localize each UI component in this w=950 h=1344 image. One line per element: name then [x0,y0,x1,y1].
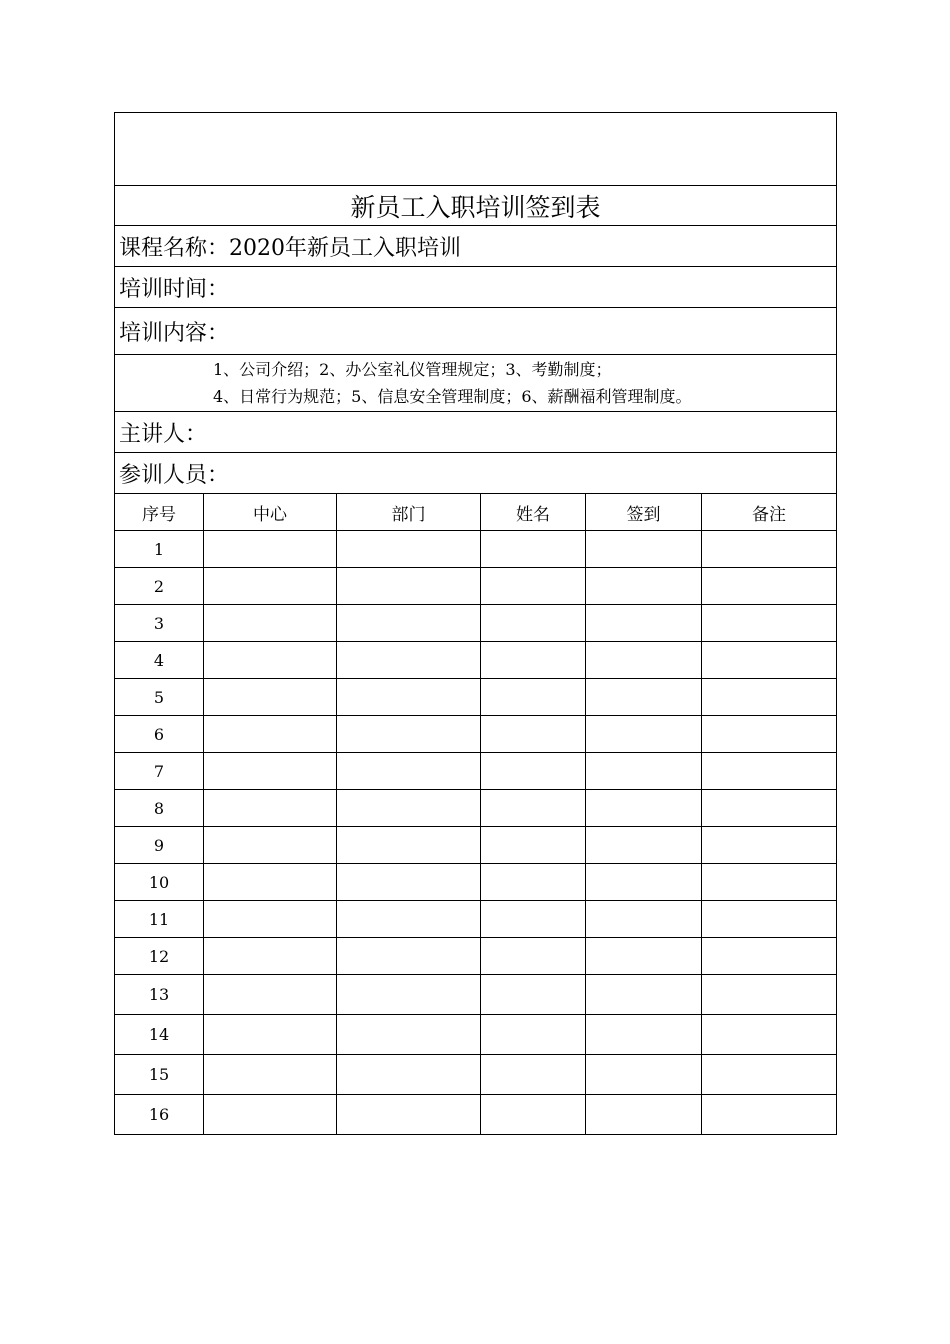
cell-sign-in[interactable] [586,938,702,975]
cell-sign-in[interactable] [586,642,702,679]
attendees-cell [115,453,837,494]
cell-department[interactable] [337,1055,481,1095]
cell-center[interactable] [204,827,337,864]
table-row [115,716,837,753]
row-index: 11 [115,901,204,938]
form-title: 新员工入职培训签到表 [115,186,837,226]
course-name: 2020年新员工入职培训 [229,235,462,261]
cell-sign-in[interactable] [586,901,702,938]
header-index: 序号 [115,494,204,531]
cell-sign-in[interactable] [586,568,702,605]
blank-cell [115,113,837,186]
content-label-row [115,308,837,355]
cell-department[interactable] [337,1015,481,1055]
row-index: 13 [115,975,204,1015]
cell-name[interactable] [481,901,586,938]
table-row [115,827,837,864]
row-index: 4 [115,642,204,679]
table-header-row [115,494,837,531]
cell-remarks[interactable] [702,716,837,753]
cell-department[interactable] [337,679,481,716]
row-index: 5 [115,679,204,716]
cell-department[interactable] [337,642,481,679]
cell-name[interactable] [481,1015,586,1055]
cell-name[interactable] [481,679,586,716]
content-line-1: 1、公司介绍；2、办公室礼仪管理规定；3、考勤制度； [213,360,612,379]
cell-department[interactable] [337,605,481,642]
row-index: 14 [115,1015,204,1055]
cell-sign-in[interactable] [586,679,702,716]
cell-center[interactable] [204,790,337,827]
cell-remarks[interactable] [702,901,837,938]
cell-center[interactable] [204,1055,337,1095]
content-row [115,355,837,412]
cell-name[interactable] [481,716,586,753]
content-label: 培训内容： [119,320,230,346]
cell-department[interactable] [337,531,481,568]
cell-center[interactable] [204,753,337,790]
course-cell [115,226,837,267]
cell-name[interactable] [481,753,586,790]
row-index: 8 [115,790,204,827]
header-sign-in: 签到 [586,494,702,531]
table-row [115,864,837,901]
cell-name[interactable] [481,1055,586,1095]
header-name: 姓名 [481,494,586,531]
cell-name[interactable] [481,827,586,864]
content-cell [115,355,837,412]
cell-sign-in[interactable] [586,605,702,642]
cell-remarks[interactable] [702,1055,837,1095]
content-label-cell [115,308,837,355]
title-row [115,186,837,226]
cell-remarks[interactable] [702,790,837,827]
cell-sign-in[interactable] [586,716,702,753]
cell-remarks[interactable] [702,568,837,605]
cell-center[interactable] [204,901,337,938]
attendees-label: 参训人员： [119,462,230,488]
cell-sign-in[interactable] [586,864,702,901]
cell-remarks[interactable] [702,679,837,716]
table-row [115,1055,837,1095]
cell-center[interactable] [204,975,337,1015]
cell-department[interactable] [337,901,481,938]
cell-department[interactable] [337,568,481,605]
table-row [115,901,837,938]
sign-in-sheet [114,112,837,1135]
row-index: 7 [115,753,204,790]
cell-center[interactable] [204,568,337,605]
speaker-cell [115,412,837,453]
cell-remarks[interactable] [702,531,837,568]
table-row [115,1095,837,1135]
time-cell [115,267,837,308]
cell-remarks[interactable] [702,975,837,1015]
cell-name[interactable] [481,568,586,605]
table-row [115,531,837,568]
course-label: 课程名称： [119,235,230,261]
cell-name[interactable] [481,1095,586,1135]
table-row [115,753,837,790]
cell-name[interactable] [481,864,586,901]
cell-remarks[interactable] [702,1095,837,1135]
cell-center[interactable] [204,1095,337,1135]
table-row [115,679,837,716]
cell-name[interactable] [481,790,586,827]
time-label: 培训时间： [119,276,230,302]
cell-department[interactable] [337,790,481,827]
cell-remarks[interactable] [702,642,837,679]
blank-header-row [115,113,837,186]
cell-name[interactable] [481,975,586,1015]
cell-sign-in[interactable] [586,531,702,568]
attendees-row [115,453,837,494]
cell-center[interactable] [204,864,337,901]
cell-name[interactable] [481,531,586,568]
cell-center[interactable] [204,531,337,568]
cell-center[interactable] [204,938,337,975]
cell-department[interactable] [337,1095,481,1135]
cell-department[interactable] [337,975,481,1015]
table-row [115,1015,837,1055]
cell-department[interactable] [337,938,481,975]
cell-remarks[interactable] [702,938,837,975]
cell-center[interactable] [204,679,337,716]
row-index: 1 [115,531,204,568]
cell-sign-in[interactable] [586,1095,702,1135]
cell-sign-in[interactable] [586,753,702,790]
header-department: 部门 [337,494,481,531]
cell-center[interactable] [204,1015,337,1055]
time-row [115,267,837,308]
row-index: 3 [115,605,204,642]
cell-sign-in[interactable] [586,790,702,827]
cell-department[interactable] [337,753,481,790]
cell-sign-in[interactable] [586,827,702,864]
header-remarks: 备注 [702,494,837,531]
speaker-row [115,412,837,453]
table-row [115,642,837,679]
table-row [115,975,837,1015]
cell-remarks[interactable] [702,864,837,901]
cell-center[interactable] [204,605,337,642]
cell-name[interactable] [481,642,586,679]
row-index: 12 [115,938,204,975]
table-row [115,568,837,605]
speaker-label: 主讲人： [119,421,208,447]
row-index: 10 [115,864,204,901]
row-index: 2 [115,568,204,605]
cell-name[interactable] [481,938,586,975]
row-index: 9 [115,827,204,864]
cell-sign-in[interactable] [586,1055,702,1095]
cell-sign-in[interactable] [586,1015,702,1055]
content-line-2: 4、日常行为规范；5、信息安全管理制度；6、薪酬福利管理制度。 [213,387,692,406]
cell-remarks[interactable] [702,753,837,790]
row-index: 16 [115,1095,204,1135]
cell-sign-in[interactable] [586,975,702,1015]
cell-remarks[interactable] [702,605,837,642]
cell-department[interactable] [337,864,481,901]
row-index: 6 [115,716,204,753]
cell-center[interactable] [204,716,337,753]
course-row [115,226,837,267]
cell-center[interactable] [204,642,337,679]
cell-department[interactable] [337,716,481,753]
table-row [115,605,837,642]
table-row [115,938,837,975]
cell-department[interactable] [337,827,481,864]
row-index: 15 [115,1055,204,1095]
cell-name[interactable] [481,605,586,642]
cell-remarks[interactable] [702,827,837,864]
header-center: 中心 [204,494,337,531]
table-row [115,790,837,827]
cell-remarks[interactable] [702,1015,837,1055]
